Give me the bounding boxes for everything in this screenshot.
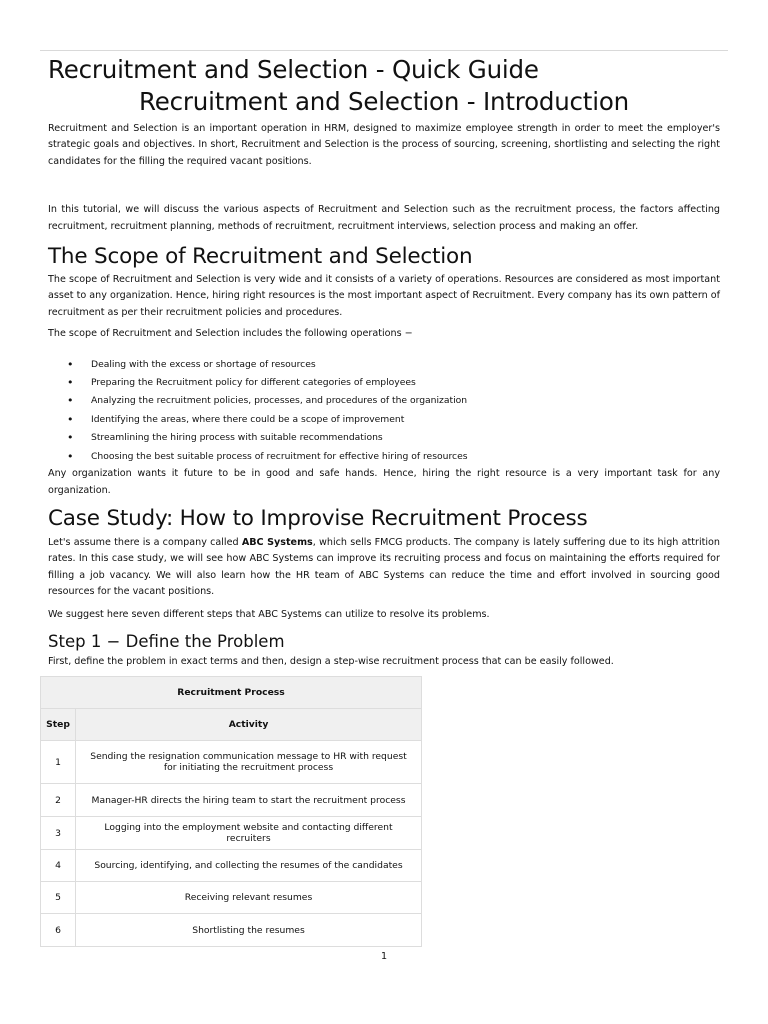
intro-paragraph-1: Recruitment and Selection is an important operation in HRM, designed to maximize employee strength in order to meet the employer's strategic goals and objectives. In short, Recruitment and Selection is the process of sourcing, screening, shortlisting and selecting the right candidates for the filling the required vacant positions. [48,123,720,167]
table-row [41,784,422,817]
list-item: • Identifying the areas, where there could be a scope of improvement [48,411,720,429]
step-cell: 2 [41,784,76,817]
list-item: • Analyzing the recruitment policies, processes, and procedures of the organization [48,392,720,410]
column-header-step: Step [41,709,76,741]
step1-heading: Step 1 − Define the Problem [48,631,285,651]
step-cell: 6 [41,914,76,947]
case-study-text-start: Let's assume there is a company called [48,536,242,548]
introduction-title: Recruitment and Selection - Introduction [139,87,629,116]
table-row [41,741,422,784]
scope-operations-list [48,356,720,466]
company-name: ABC Systems [241,536,313,548]
table-row [41,850,422,882]
list-item: • Dealing with the excess or shortage of resources [48,356,720,374]
table-header-row [41,709,422,741]
table-row [41,914,422,947]
step-cell: 5 [41,882,76,914]
case-study-paragraph-1 [48,535,720,601]
step-cell: 1 [41,741,76,784]
scope-paragraph-2: The scope of Recruitment and Selection includes the following operations − [48,328,413,340]
table-row [41,817,422,850]
top-divider [40,50,728,51]
list-item: • Preparing the Recruitment policy for different categories of employees [48,374,720,392]
column-header-activity: Activity [76,709,422,741]
page-number: 1 [380,951,388,962]
table-row [41,882,422,914]
step-cell: 4 [41,850,76,882]
activity-cell: Receiving relevant resumes [76,882,422,914]
activity-cell: Sending the resignation communication message to HR with request for initiating the recruitment process [76,741,422,784]
intro-paragraph-2: In this tutorial, we will discuss the various aspects of Recruitment and Selection such as the recruitment process, the factors affecting recruitment, recruitment planning, methods of recruitment, recruitment interviews, selection process and making an offer. [48,204,720,232]
activity-cell: Manager-HR directs the hiring team to start the recruitment process [76,784,422,817]
document-title: Recruitment and Selection - Quick Guide [48,55,539,84]
recruitment-process-table [40,676,422,947]
case-study-heading: Case Study: How to Improvise Recruitment Process [48,505,588,531]
case-study-text-rest: , which sells FMCG products. The company is lately suffering due to its high attrition rates. In this case study, we will see how ABC Systems can improve its recruiting process and focus on maintaining the efforts required for filling a job vacancy. We will also learn how the HR team of ABC Systems can reduce the time and effort involved in sourcing good resources for the vacant positions. [48,536,720,598]
page-content [48,54,720,670]
table-caption-row [41,677,422,709]
table-caption: Recruitment Process [41,677,422,709]
activity-cell: Logging into the employment website and contacting different recruiters [76,817,422,850]
case-study-paragraph-2: We suggest here seven different steps that ABC Systems can utilize to resolve its problems. [48,608,490,620]
activity-cell: Shortlisting the resumes [76,914,422,947]
step1-paragraph: First, define the problem in exact terms and then, design a step-wise recruitment process that can be easily followed. [48,655,614,667]
scope-paragraph-1: The scope of Recruitment and Selection is very wide and it consists of a variety of operations. Resources are considered as most important asset to any organization. Hence, hiring right resources is the most important aspect of Recruitment. Every company has its own pattern of recruitment as per their recruitment policies and procedures. [48,274,720,318]
list-item: • Choosing the best suitable process of recruitment for effective hiring of resources [48,448,720,466]
scope-paragraph-3: Any organization wants it future to be in good and safe hands. Hence, hiring the right resource is a very important task for any organization. [48,468,720,496]
scope-heading: The Scope of Recruitment and Selection [48,244,473,270]
list-item: • Streamlining the hiring process with suitable recommendations [48,429,720,447]
step-cell: 3 [41,817,76,850]
activity-cell: Sourcing, identifying, and collecting the resumes of the candidates [76,850,422,882]
